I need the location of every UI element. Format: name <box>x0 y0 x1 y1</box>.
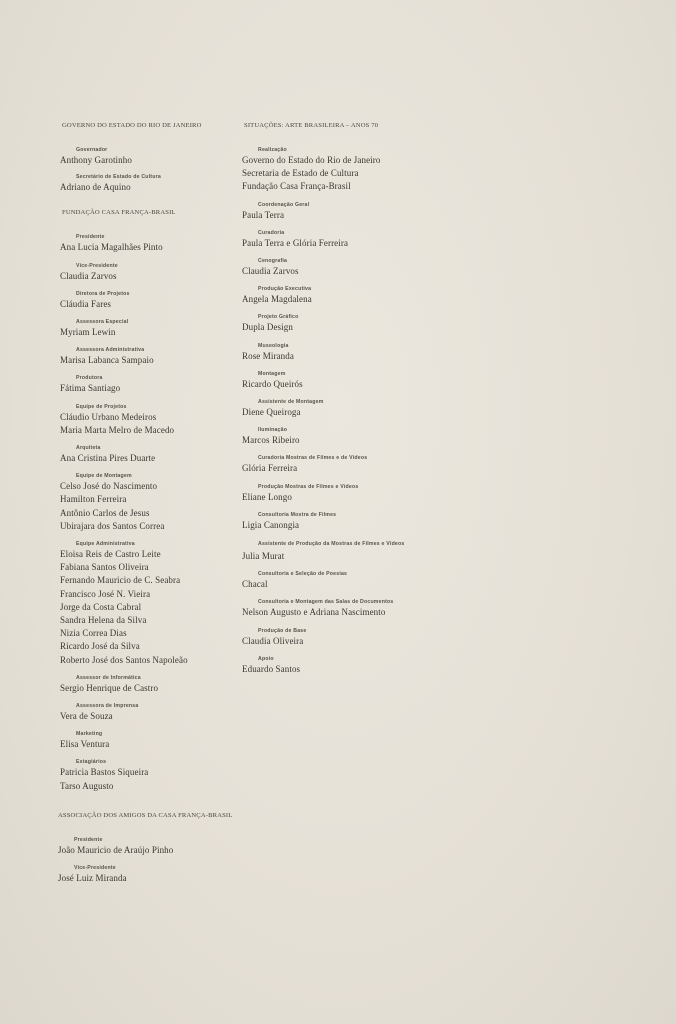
name: Julia Murat <box>242 551 285 562</box>
role-label: Assessora de Imprensa <box>76 703 139 710</box>
role-label: Vice-Presidente <box>74 865 116 872</box>
name: Celso José do Nascimento <box>60 481 158 492</box>
credit-group <box>242 370 422 391</box>
role-label: Diretora de Projetos <box>76 290 130 297</box>
name: Ana Lucia Magalhães Pinto <box>60 242 163 253</box>
role-label: Vice-Presidente <box>76 262 118 269</box>
name: Angela Magdalena <box>242 294 312 305</box>
name: Cláudia Fares <box>60 298 112 309</box>
credit-group <box>242 285 422 306</box>
role-label: Assessor de Informática <box>76 674 141 681</box>
name: Nelson Augusto e Adriana Nascimento <box>242 607 386 618</box>
credit-group <box>60 346 230 367</box>
credit-group <box>242 511 422 532</box>
name: Marisa Labanca Sampaio <box>60 355 154 366</box>
credit-group <box>242 627 422 648</box>
name: Eloisa Reis de Castro Leite <box>60 549 161 560</box>
role-label: Assessora Administrativa <box>76 347 145 354</box>
name: Sergio Henrique de Castro <box>60 682 159 693</box>
role-label: Produtora <box>76 375 103 382</box>
name: José Luiz Miranda <box>58 873 127 884</box>
role-label: Coordenação Geral <box>258 201 310 208</box>
role-label: Equipe de Montagem <box>76 473 132 480</box>
name: Marcos Ribeiro <box>242 435 300 446</box>
name: Anthony Garotinho <box>60 155 132 165</box>
role-label: Produção de Base <box>258 627 307 634</box>
name: Claudia Zarvos <box>242 266 299 277</box>
credit-group <box>60 702 230 723</box>
name: Adriano de Aquino <box>60 182 131 193</box>
section-associacao <box>58 811 233 885</box>
role-label: Iluminação <box>258 427 288 434</box>
role-label: Curadoria <box>258 229 285 236</box>
name: Ligia Canongia <box>242 519 300 530</box>
name: João Mauricio de Araújo Pinho <box>58 844 174 855</box>
role-label: Assessora Especial <box>76 319 129 326</box>
role-label: Projeto Gráfico <box>258 314 299 321</box>
name: Elisa Ventura <box>60 739 110 750</box>
name: Secretaria de Estado de Cultura <box>242 168 359 179</box>
role-label: Secretário de Estado de Cultura <box>76 174 161 181</box>
name: Dupla Design <box>242 322 293 333</box>
name: Jorge da Costa Cabral <box>60 601 142 612</box>
role-label: Produção Mostras de Filmes e Vídeos <box>258 483 359 490</box>
credit-group <box>60 540 230 667</box>
credit-group <box>60 233 230 254</box>
name: Myriam Lewin <box>60 327 116 338</box>
name: Diene Queiroga <box>242 407 301 418</box>
name: Ricardo Queirós <box>242 378 303 389</box>
name: Fátima Santiago <box>60 383 121 394</box>
name: Fundação Casa França-Brasil <box>242 181 351 192</box>
name: Hamilton Ferreira <box>60 494 127 505</box>
name: Paula Terra <box>242 209 285 220</box>
left-column <box>58 122 233 885</box>
role-label: Museologia <box>258 342 289 349</box>
credit-group <box>242 146 422 194</box>
name: Fernando Mauricio de C. Seabra <box>60 575 181 586</box>
role-label: Presidente <box>76 234 105 241</box>
credit-group <box>242 598 422 619</box>
name: Ana Cristina Pires Duarte <box>60 453 156 464</box>
name: Vera de Souza <box>60 711 113 722</box>
name: Roberto José dos Santos Napoleão <box>60 654 188 665</box>
credit-group <box>242 257 422 278</box>
name: Glória Ferreira <box>242 463 298 474</box>
section-heading: GOVERNO DO ESTADO DO RIO DE JANEIRO <box>62 122 202 129</box>
section-heading: FUNDAÇÃO CASA FRANÇA-BRASIL <box>62 209 176 217</box>
name: Eliane Longo <box>242 491 292 502</box>
section-fundacao <box>60 209 230 792</box>
credit-group <box>60 146 230 167</box>
credit-group <box>60 472 230 533</box>
role-label: Assistente de Montagem <box>258 399 324 406</box>
credit-group <box>242 313 422 334</box>
role-label: Consultoria Mostra de Filmes <box>258 511 337 518</box>
credit-group <box>242 483 422 504</box>
name: Nizia Correa Dias <box>60 628 127 639</box>
role-label: Cenografia <box>258 258 288 265</box>
section-heading: SITUAÇÕES: ARTE BRASILEIRA – ANOS 70 <box>244 122 379 129</box>
credit-group <box>60 674 230 695</box>
credit-group <box>242 201 422 222</box>
credit-group <box>242 426 422 447</box>
name: Tarso Augusto <box>60 780 114 791</box>
name: Chacal <box>242 579 268 590</box>
role-label: Assistente de Produção da Mostras de Filmes e Vídeos <box>258 541 405 548</box>
credit-group <box>242 539 422 563</box>
name: Claudia Zarvos <box>60 270 117 281</box>
credit-group <box>242 655 422 676</box>
role-label: Montagem <box>258 370 286 377</box>
credit-group <box>58 864 230 885</box>
name: Patricia Bastos Siqueira <box>60 767 149 778</box>
credit-group <box>60 318 230 339</box>
credit-group <box>242 454 422 475</box>
name: Eduardo Santos <box>242 663 301 674</box>
role-label: Apoio <box>258 655 274 662</box>
name: Antônio Carlos de Jesus <box>60 507 150 518</box>
name: Rose Miranda <box>242 350 294 361</box>
credit-group <box>60 403 230 437</box>
name: Fabiana Santos Oliveira <box>60 562 149 573</box>
credit-group <box>60 758 230 792</box>
name: Sandra Helena da Silva <box>60 615 147 626</box>
credit-group <box>242 398 422 419</box>
name: Paula Terra e Glória Ferreira <box>242 237 349 248</box>
role-label: Arquiteta <box>76 445 101 452</box>
role-label: Equipe Administrativa <box>76 541 135 548</box>
name: Claudia Oliveira <box>242 635 304 646</box>
credit-group <box>242 570 422 591</box>
credit-group <box>60 374 230 395</box>
right-column <box>242 122 422 676</box>
role-label: Equipe de Projetos <box>76 403 127 410</box>
credit-group <box>60 290 230 311</box>
credit-group <box>60 444 230 465</box>
credit-group <box>60 173 230 194</box>
role-label: Presidente <box>74 836 103 843</box>
credit-group <box>60 730 230 751</box>
credit-group <box>242 342 422 363</box>
credit-group <box>60 262 230 283</box>
name: Francisco José N. Vieira <box>60 588 151 599</box>
section-heading: ASSOCIAÇÃO DOS AMIGOS DA CASA FRANÇA-BRASIL <box>58 811 233 819</box>
role-label: Consultoria e Seleção de Poesias <box>258 571 348 578</box>
credit-group <box>242 229 422 250</box>
role-label: Realização <box>258 147 287 153</box>
section-governo <box>60 122 230 194</box>
role-label: Marketing <box>76 731 103 738</box>
role-label: Curadoria Mostras de Filmes e de Vídeos <box>258 455 368 462</box>
name: Governo do Estado do Rio de Janeiro <box>242 155 381 165</box>
role-label: Estagiários <box>76 759 107 766</box>
name: Cláudio Urbano Medeiros <box>60 411 157 422</box>
name: Ricardo José da Silva <box>60 641 140 652</box>
role-label: Governador <box>76 147 108 153</box>
name: Maria Marta Melro de Macedo <box>60 424 175 435</box>
credit-group <box>58 836 230 857</box>
role-label: Consultoria e Montagem das Salas de Documentos <box>258 599 394 606</box>
role-label: Produção Executiva <box>258 286 312 293</box>
name: Ubirajara dos Santos Correa <box>60 520 165 531</box>
